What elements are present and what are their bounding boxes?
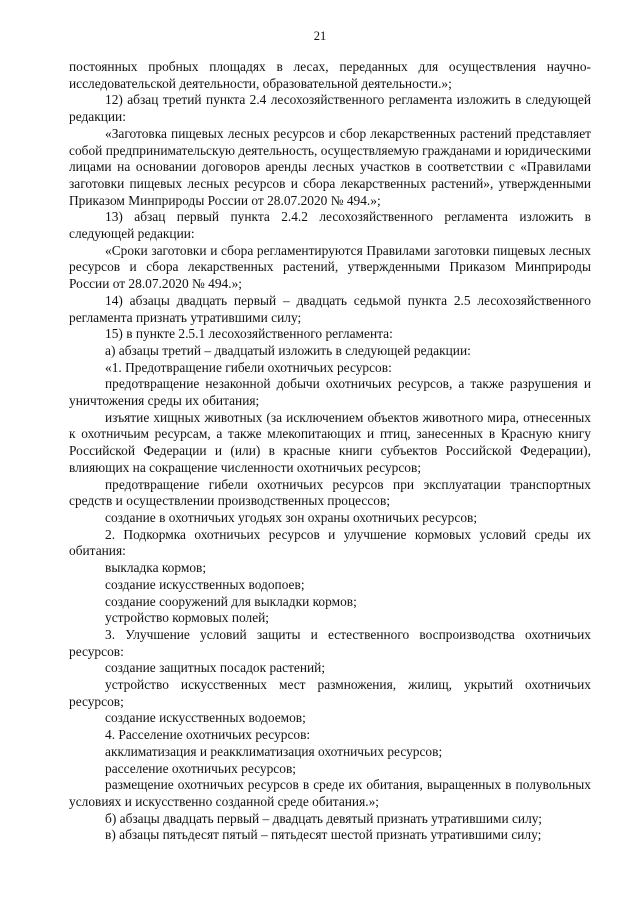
paragraph-list-item: устройство искусственных мест размножения, жилищ, укрытий охотничьих ресурсов;: [69, 677, 591, 709]
paragraph-section-2-heading: 2. Подкормка охотничьих ресурсов и улучшение кормовых условий среды их обитания:: [69, 526, 591, 559]
paragraph-list-item: создание искусственных водопоев;: [105, 576, 305, 592]
paragraph-amendment-13: 13) абзац первый пункта 2.4.2 лесохозяйственного регламента изложить в следующей редакции:: [69, 209, 591, 242]
paragraph-amendment-15: 15) в пункте 2.5.1 лесохозяйственного регламента:: [105, 326, 393, 342]
paragraph-list-item: создание сооружений для выкладки кормов;: [105, 593, 357, 609]
paragraph-amendment-14: 14) абзацы двадцать первый – двадцать седьмой пункта 2.5 лесохозяйственного регламента признать утратившими силу;: [69, 292, 591, 325]
paragraph-item-v: в) абзацы пятьдесят пятый – пятьдесят шестой признать утратившими силу;: [105, 827, 542, 843]
page-number: 21: [313, 29, 327, 43]
paragraph-list-item: акклиматизация и реакклиматизация охотничьих ресурсов;: [105, 743, 443, 759]
paragraph-item-a: а) абзацы третий – двадцатый изложить в следующей редакции:: [105, 342, 471, 358]
paragraph-section-3-heading: 3. Улучшение условий защиты и естественного воспроизводства охотничьих ресурсов:: [69, 626, 591, 659]
paragraph-list-item: создание искусственных водоемов;: [105, 710, 306, 726]
paragraph-section-4-heading: 4. Расселение охотничьих ресурсов:: [105, 727, 311, 743]
paragraph-list-item: размещение охотничьих ресурсов в среде их обитания, выращенных в полувольных условиях и искусственно созданной среде обитания.»;: [69, 777, 591, 809]
paragraph-list-item: предотвращение гибели охотничьих ресурсов при эксплуатации транспортных средств и осуществлении производственных процессов;: [69, 476, 591, 509]
paragraph-amendment-12: 12) абзац третий пункта 2.4 лесохозяйственного регламента изложить в следующей редакции:: [69, 92, 591, 125]
paragraph-list-item: создание в охотничьих угодьях зон охраны охотничьих ресурсов;: [105, 509, 478, 525]
paragraph-item-b: б) абзацы двадцать первый – двадцать девятый признать утратившими силу;: [105, 810, 543, 826]
paragraph-list-item: изъятие хищных животных (за исключением объектов животного мира, отнесенных к охотничьим ресурсам, а также млекопитающих и птиц, занесенных в Красную книгу Российской Федерации и (или) в красные книги субъектов Российской Федерации), влияющих на сокращение численности охотничьих ресурсов;: [69, 409, 591, 475]
paragraph-list-item: создание защитных посадок растений;: [105, 660, 326, 676]
paragraph-list-item: устройство кормовых полей;: [105, 610, 270, 626]
paragraph-continuation: постоянных пробных площадях в лесах, переданных для осуществления научно-исследовательской деятельности, образовательной деятельности.»;: [69, 59, 591, 91]
paragraph-list-item: выкладка кормов;: [105, 560, 207, 576]
paragraph-quote-harvest-terms: «Сроки заготовки и сбора регламентируются Правилами заготовки пищевых лесных ресурсов и сбора лекарственных растений, утвержденными Приказом Минприроды России от 28.07.2020 № 494.»;: [69, 242, 591, 292]
paragraph-quote-food-resources: «Заготовка пищевых лесных ресурсов и сбор лекарственных растений представляет собой предпринимательскую деятельность, осуществляемую гражданами и юридическими лицами на основании договоров аренды лесных участков в соответствии с «Правилами заготовки пищевых лесных ресурсов и сбора лекарственных растений», утвержденными Приказом Минприроды России от 28.07.2020 № 494.»;: [69, 125, 591, 208]
paragraph-list-item: расселение охотничьих ресурсов;: [105, 760, 296, 776]
document-body: [69, 59, 591, 844]
paragraph-list-item: предотвращение незаконной добычи охотничьих ресурсов, а также разрушения и уничтожения среды их обитания;: [69, 376, 591, 409]
paragraph-section-1-heading: «1. Предотвращение гибели охотничьих ресурсов:: [105, 359, 392, 375]
